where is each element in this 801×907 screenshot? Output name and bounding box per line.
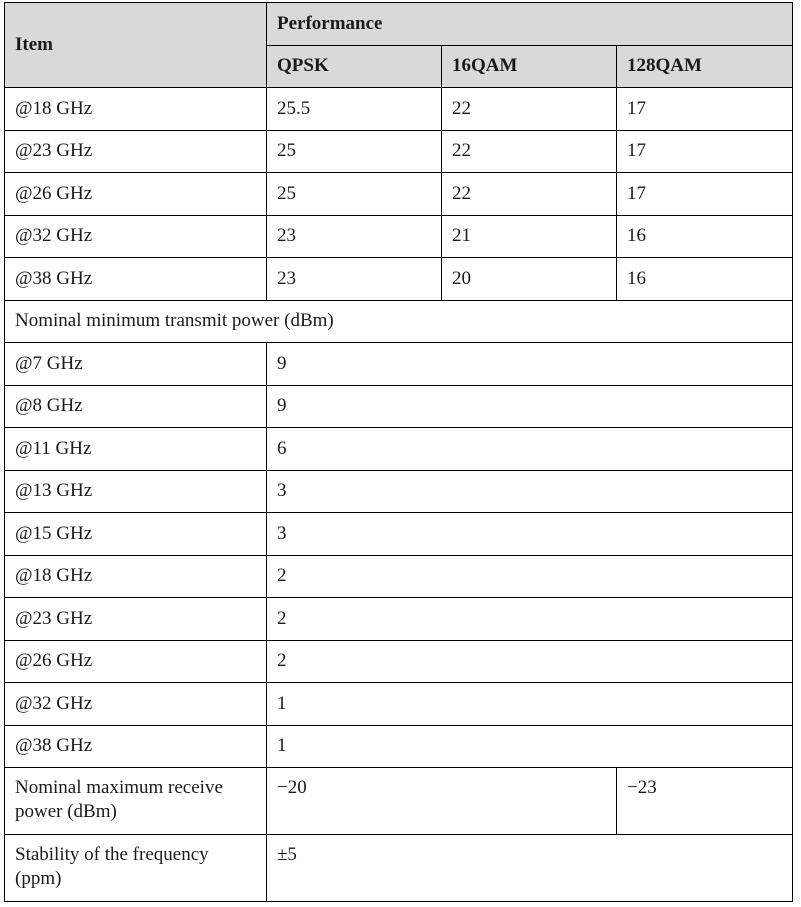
min-power-value-cell: 3 bbox=[267, 470, 793, 513]
16qam-value-cell: 22 bbox=[442, 130, 617, 173]
frequency-cell: @32 GHz bbox=[5, 215, 267, 258]
16qam-value-cell: 20 bbox=[442, 258, 617, 301]
table-row bbox=[5, 555, 793, 598]
table-row bbox=[5, 258, 793, 301]
section-row bbox=[5, 300, 793, 343]
qpsk-value-cell: 23 bbox=[267, 258, 442, 301]
max-receive-power-row bbox=[5, 768, 793, 835]
128qam-value-cell: 16 bbox=[617, 215, 793, 258]
frequency-cell: @26 GHz bbox=[5, 640, 267, 683]
header-row bbox=[5, 3, 793, 46]
frequency-cell: @38 GHz bbox=[5, 258, 267, 301]
min-power-value-cell: 9 bbox=[267, 343, 793, 386]
frequency-cell: @32 GHz bbox=[5, 683, 267, 726]
max-receive-power-128qam-value: −23 bbox=[617, 768, 793, 835]
frequency-cell: @8 GHz bbox=[5, 385, 267, 428]
min-power-value-cell: 2 bbox=[267, 640, 793, 683]
min-power-value-cell: 6 bbox=[267, 428, 793, 471]
16qam-value-cell: 22 bbox=[442, 173, 617, 216]
qpsk-value-cell: 25 bbox=[267, 130, 442, 173]
16qam-column-header: 16QAM bbox=[442, 45, 617, 88]
frequency-cell: @18 GHz bbox=[5, 88, 267, 131]
performance-spec-table bbox=[4, 2, 793, 902]
table-row bbox=[5, 385, 793, 428]
max-receive-power-label: Nominal maximum receive power (dBm) bbox=[5, 768, 267, 835]
table-row bbox=[5, 513, 793, 556]
table-row bbox=[5, 173, 793, 216]
table-row bbox=[5, 88, 793, 131]
table-row bbox=[5, 683, 793, 726]
frequency-cell: @18 GHz bbox=[5, 555, 267, 598]
table-row bbox=[5, 725, 793, 768]
qpsk-column-header: QPSK bbox=[267, 45, 442, 88]
table-row bbox=[5, 640, 793, 683]
frequency-cell: @23 GHz bbox=[5, 130, 267, 173]
16qam-value-cell: 22 bbox=[442, 88, 617, 131]
qpsk-value-cell: 25.5 bbox=[267, 88, 442, 131]
min-power-value-cell: 9 bbox=[267, 385, 793, 428]
min-power-value-cell: 1 bbox=[267, 725, 793, 768]
min-power-value-cell: 2 bbox=[267, 555, 793, 598]
qpsk-value-cell: 25 bbox=[267, 173, 442, 216]
min-power-value-cell: 1 bbox=[267, 683, 793, 726]
frequency-stability-row bbox=[5, 835, 793, 902]
table-row bbox=[5, 470, 793, 513]
table-row bbox=[5, 130, 793, 173]
frequency-stability-label: Stability of the frequency (ppm) bbox=[5, 835, 267, 902]
table-row bbox=[5, 428, 793, 471]
table-row bbox=[5, 215, 793, 258]
table-row bbox=[5, 343, 793, 386]
frequency-cell: @26 GHz bbox=[5, 173, 267, 216]
frequency-cell: @11 GHz bbox=[5, 428, 267, 471]
qpsk-value-cell: 23 bbox=[267, 215, 442, 258]
frequency-cell: @7 GHz bbox=[5, 343, 267, 386]
128qam-column-header: 128QAM bbox=[617, 45, 793, 88]
frequency-cell: @23 GHz bbox=[5, 598, 267, 641]
min-transmit-power-section-label: Nominal minimum transmit power (dBm) bbox=[5, 300, 793, 343]
frequency-cell: @15 GHz bbox=[5, 513, 267, 556]
frequency-cell: @38 GHz bbox=[5, 725, 267, 768]
128qam-value-cell: 17 bbox=[617, 173, 793, 216]
performance-column-header: Performance bbox=[267, 3, 793, 46]
frequency-stability-value: ±5 bbox=[267, 835, 793, 902]
min-power-value-cell: 2 bbox=[267, 598, 793, 641]
128qam-value-cell: 16 bbox=[617, 258, 793, 301]
128qam-value-cell: 17 bbox=[617, 88, 793, 131]
min-power-value-cell: 3 bbox=[267, 513, 793, 556]
max-receive-power-low-order-value: −20 bbox=[267, 768, 617, 835]
table-row bbox=[5, 598, 793, 641]
128qam-value-cell: 17 bbox=[617, 130, 793, 173]
16qam-value-cell: 21 bbox=[442, 215, 617, 258]
frequency-cell: @13 GHz bbox=[5, 470, 267, 513]
item-column-header: Item bbox=[5, 3, 267, 88]
